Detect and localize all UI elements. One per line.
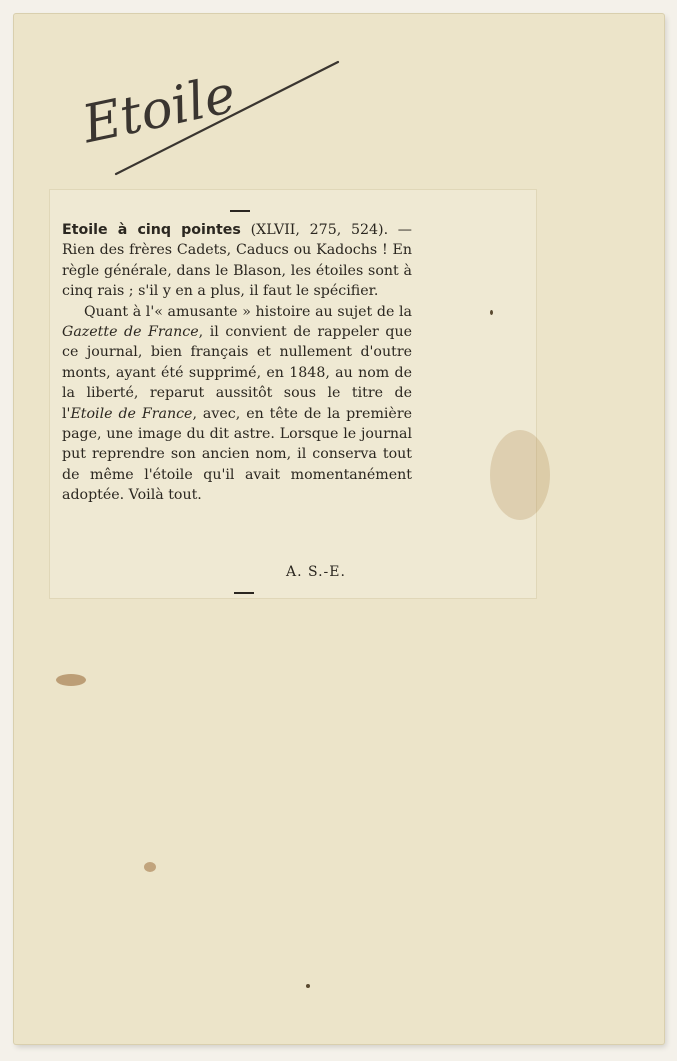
para2-text-start: Quant à l'« amusante » histoire au sujet de la bbox=[84, 303, 412, 320]
clipping-text bbox=[62, 220, 412, 506]
top-separator bbox=[230, 210, 250, 212]
handwritten-annotation bbox=[76, 52, 346, 182]
ink-dot bbox=[306, 984, 310, 988]
stain-mark bbox=[56, 674, 86, 686]
signature: A. S.-E. bbox=[286, 564, 346, 580]
entry-body: (XLVII, 275, 524). — Rien des frères Cadets, Caducs ou Kadochs ! En règle générale, dans le Blason, les étoiles sont à cinq rais ; s'il y en a plus, il faut le spécifier. bbox=[62, 222, 412, 300]
para2-italic-etoile: Etoile de France bbox=[70, 405, 193, 422]
ink-dot bbox=[490, 310, 493, 315]
glue-stain bbox=[490, 430, 550, 520]
paper-sheet bbox=[14, 14, 664, 1044]
stain-mark bbox=[144, 862, 156, 872]
paragraph-1 bbox=[62, 220, 412, 302]
handwritten-title: Etoile bbox=[77, 64, 241, 156]
para2-text-end: , avec, en tête de la première page, une image du dit astre. Lorsque le journal put reprendre son ancien nom, il conserva tout de même l'étoile qu'il avait momentanément adoptée. Voilà tout. bbox=[62, 405, 413, 504]
para2-text-mid: , il convient de rappeler que ce journal, bien français et nullement d'outre monts, ayant été supprimé, en 1848, au nom de la liberté, reparut aussitôt sous le titre de l' bbox=[62, 324, 413, 422]
bottom-separator bbox=[234, 592, 254, 594]
newspaper-clipping bbox=[50, 190, 536, 598]
entry-heading: Etoile à cinq pointes bbox=[62, 222, 241, 238]
para2-italic-gazette: Gazette de France bbox=[62, 324, 199, 341]
paragraph-2 bbox=[62, 302, 412, 506]
